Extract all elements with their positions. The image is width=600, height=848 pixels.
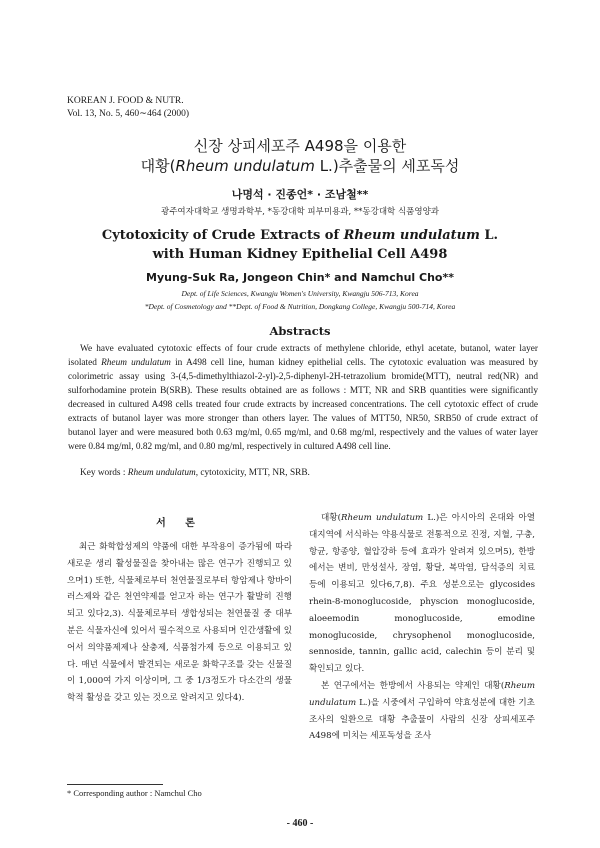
english-authors: Myung-Suk Ra, Jongeon Chin* and Namchul Cho** <box>146 271 454 284</box>
footnote-rule <box>67 784 163 785</box>
english-affiliation-line2: *Dept. of Cosmetology and **Dept. of Food & Nutrition, Dongkang College, Kwangju 500-714, Korea <box>144 302 456 311</box>
introduction-heading: 서 론 <box>156 518 203 529</box>
abstract-heading: Abstracts <box>269 324 331 338</box>
right-column <box>309 510 535 745</box>
keywords: Key words : Rheum undulatum, cytotoxicity, MTT, NR, SRB. <box>80 468 310 478</box>
intro-paragraph-3: 본 연구에서는 한방에서 사용되는 약제인 대황(Rheum undulatum L.)을 시중에서 구입하여 약효성분에 대한 기초 조사의 일환으로 대황 추출물이 사람의 신장 상피세포주 A498에 미치는 세포독성을 조사 <box>309 680 535 742</box>
english-title-line2: with Human Kidney Epithelial Cell A498 <box>152 247 448 262</box>
journal-header <box>67 95 189 121</box>
korean-affiliation: 광주여자대학교 생명과학부, *동강대학 피부미용과, **동강대학 식품영양과 <box>161 207 439 217</box>
journal-volume: Vol. 13, No. 5, 460∼464 (2000) <box>67 109 190 119</box>
page-number: - 460 - <box>286 818 314 829</box>
left-column <box>67 539 292 707</box>
english-affiliation-line1: Dept. of Life Sciences, Kwangju Women's University, Kwangju 506-713, Korea <box>181 289 419 298</box>
english-title-line1: Cytotoxicity of Crude Extracts of Rheum undulatum L. <box>101 228 499 243</box>
intro-paragraph-1: 최근 화학합성제의 약품에 대한 부작용이 증가됨에 따라 새로운 생리 활성물질을 찾아내는 많은 연구가 진행되고 있으며1) 또한, 식물체로부터 천연물질로부터 항암제나 항바이러스제와 같은 천연약제를 얻고자 하는 연구가 활발히 진행되고 있다2,3). 식물체로부터 생합성되는 천연물질 중 대부분은 식물자신에 있어서 필수적으로 사용되며 인간생활에 있어서 의약품제제나 살충제, 식품첨가제 등으로 이용되고 있다. 매년 식물에서 발견되는 새로운 화학구조를 갖는 신물질이 1,000여 가지 이상이며, 그 중 1/3정도가 다소간의 생물학적 활성을 갖고 있는 것으로 알려지고 있다4). <box>67 542 292 704</box>
intro-paragraph-2: 대황(Rheum undulatum L.)은 아시아의 온대와 아열대지역에 서식하는 약용식물로 전통적으로 진정, 지혈, 구충, 항균, 항종양, 혈압강하 등에 효과가 알려져 있으며5), 한방에서는 변비, 만성설사, 장염, 황달, 복막염, 담석증의 치료 등에 이용되고 있다6,7,8). 주요 성분으로는 glycosides rhein-8-monoglucoside, physcion monoglucoside, aloeemodin monoglucoside, emodine monoglucoside, chrysophenol monoglucoside, sennoside, tannin, gallic acid, calechin 등이 분리 및 확인되고 있다. <box>309 513 535 675</box>
abstract-body: We have evaluated cytotoxic effects of four crude extracts of methylene chloride, ethyl acetate, butanol, water layer isolated Rheum undulatum in A498 cell line, human kidney epithelial cells. The cytotoxic evaluation was measured by colorimetric assay using 3-(4,5-dimethylthiazol-2-yl)-2,5-diphenyl-2H-tetrazolium bromide(MTT), neutral red(NR) and sulforhodamine protein B(SRB). These results obtained are as follows : MTT, NR and SRB quantities were significantly decreased in cultured A498 cells treated four crude extracts by increased concentrations. The cell cytotoxic effect of crude extracts of butanol layer was more stronger than others layer. The values of MTT50, NR50, SRB50 of crude extract of butanol layer and were measured both 0.63 mg/ml, 0.65 mg/ml, and 0.68 mg/ml, respectively and the values of water layer were 0.84 mg/ml, 0.82 mg/ml, and 0.80 mg/ml, respectively in cultured A498 cell line. <box>68 344 539 452</box>
korean-title-line1: 신장 상피세포주 A498을 이용한 <box>193 137 407 155</box>
journal-name: KOREAN J. FOOD & NUTR. <box>67 96 184 106</box>
footnote: * Corresponding author : Namchul Cho <box>67 788 202 798</box>
korean-title-line2: 대황(Rheum undulatum L.)추출물의 세포독성 <box>140 157 460 175</box>
korean-authors: 나명석 · 진종언* · 조남철** <box>231 188 369 201</box>
